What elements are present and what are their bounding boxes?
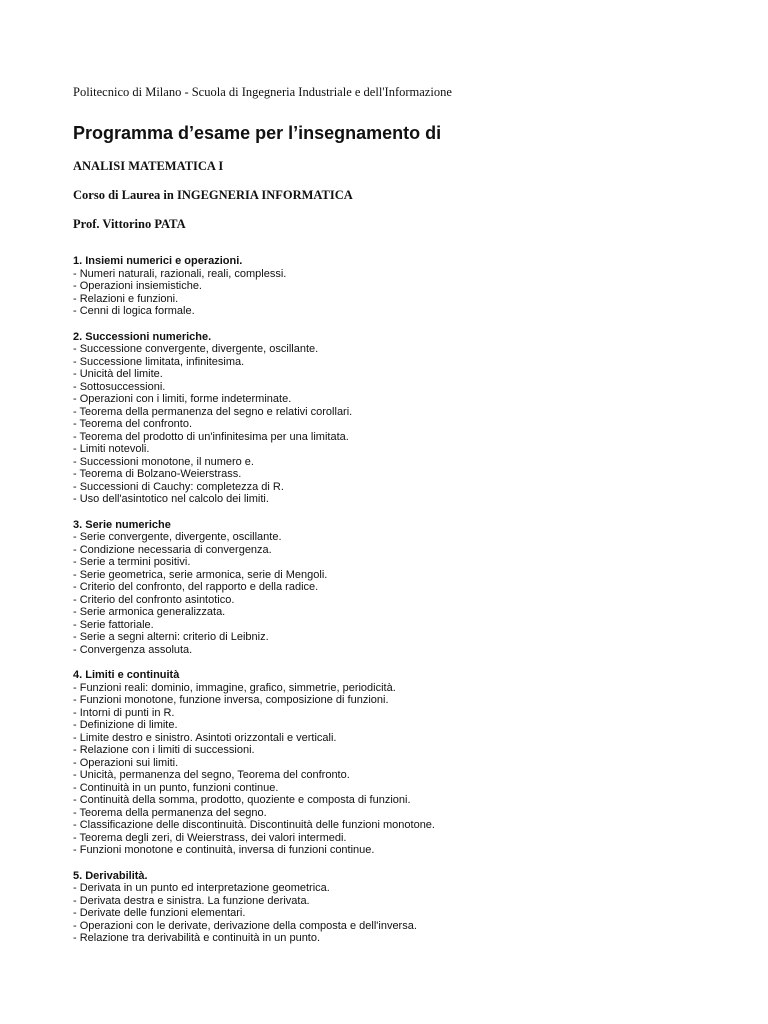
topic-list [73,268,753,318]
topic-item: - Successioni monotone, il numero e. [73,455,254,468]
section-title: 1. Insiemi numerici e operazioni. [73,255,243,267]
topic-item: - Criterio del confronto asintotico. [73,593,235,606]
topic-item: - Criterio del confronto, del rapporto e della radice. [73,581,319,593]
section-derivabilita [73,870,753,945]
topic-list [73,682,753,857]
topic-item: - Numeri naturali, razionali, reali, complessi. [73,267,287,280]
section-successioni [73,331,753,506]
section-serie-numeriche [73,519,753,657]
topic-item: - Classificazione delle discontinuità. Discontinuità delle funzioni monotone. [73,819,435,831]
topic-item: - Relazione tra derivabilità e continuità in un punto. [73,932,321,944]
document-page [73,84,753,958]
topic-item: - Operazioni sui limiti. [73,756,179,769]
document-title: Programma d’esame per l’insegnamento di [73,123,442,143]
topic-item: - Condizione necessaria di convergenza. [73,543,272,556]
topic-item: - Intorni di punti in R. [73,706,175,719]
topic-item: - Successione limitata, infinitesima. [73,355,245,368]
topic-item: - Uso dell'asintotico nel calcolo dei limiti. [73,493,269,505]
topic-item: - Unicità, permanenza del segno, Teorema del confronto. [73,769,350,781]
topic-item: - Serie armonica generalizzata. [73,606,226,618]
topic-item: - Convergenza assoluta. [73,643,193,656]
topic-item: - Teorema della permanenza del segno e relativi corollari. [73,405,353,418]
topic-item: - Funzioni monotone e continuità, inversa di funzioni continue. [73,844,375,856]
topic-item: - Serie a termini positivi. [73,556,191,568]
topic-item: - Serie geometrica, serie armonica, serie di Mengoli. [73,568,328,581]
topic-item: - Serie fattoriale. [73,618,154,631]
topic-item: - Limite destro e sinistro. Asintoti orizzontali e verticali. [73,731,337,744]
topic-item: - Derivate delle funzioni elementari. [73,907,246,919]
topic-item: - Continuità della somma, prodotto, quoziente e composta di funzioni. [73,794,411,806]
section-title: 2. Successioni numeriche. [73,330,212,343]
topic-item: - Derivata in un punto ed interpretazione geometrica. [73,882,330,894]
topic-item: - Operazioni con i limiti, forme indeterminate. [73,393,292,405]
topic-item: - Teorema del prodotto di un'infinitesima per una limitata. [73,430,349,443]
course-name: ANALISI MATEMATICA I [73,159,224,173]
topic-item: - Serie a segni alterni: criterio di Leibniz. [73,631,269,643]
topic-item: - Operazioni con le derivate, derivazione della composta e dell'inversa. [73,919,417,932]
topic-item: - Definizione di limite. [73,719,178,731]
professor-name: Prof. Vittorino PATA [73,217,186,231]
section-title: 3. Serie numeriche [73,518,171,531]
topic-item: - Continuità in un punto, funzioni continue. [73,781,279,794]
topic-item: - Serie convergente, divergente, oscillante. [73,531,282,543]
topic-item: - Funzioni reali: dominio, immagine, grafico, simmetrie, periodicità. [73,681,396,694]
topic-item: - Successioni di Cauchy: completezza di R. [73,480,284,493]
section-title: 4. Limiti e continuità [73,669,180,681]
topic-item: - Sottosuccessioni. [73,380,166,393]
topic-item: - Relazioni e funzioni. [73,292,179,305]
topic-item: - Limiti notevoli. [73,443,150,455]
degree-program: Corso di Laurea in INGEGNERIA INFORMATICA [73,188,353,202]
section-limiti-continuita [73,669,753,857]
section-insiemi-numerici [73,255,753,318]
topic-item: - Funzioni monotone, funzione inversa, composizione di funzioni. [73,694,389,706]
topic-item: - Cenni di logica formale. [73,305,195,317]
topic-item: - Successione convergente, divergente, oscillante. [73,343,319,355]
topic-item: - Unicità del limite. [73,368,163,380]
topic-item: - Operazioni insiemistiche. [73,280,202,292]
topic-item: - Teorema degli zeri, di Weierstrass, dei valori intermedi. [73,831,347,844]
section-title: 5. Derivabilità. [73,869,148,882]
topic-list [73,343,753,506]
topic-list [73,882,753,945]
institution-line: Politecnico di Milano - Scuola di Ingegneria Industriale e dell'Informazione [73,85,452,99]
syllabus-sections [73,255,753,945]
topic-item: - Relazione con i limiti di successioni. [73,744,255,756]
topic-list [73,531,753,656]
topic-item: - Derivata destra e sinistra. La funzione derivata. [73,894,310,907]
topic-item: - Teorema del confronto. [73,418,193,430]
topic-item: - Teorema della permanenza del segno. [73,806,267,819]
topic-item: - Teorema di Bolzano-Weierstrass. [73,468,242,480]
